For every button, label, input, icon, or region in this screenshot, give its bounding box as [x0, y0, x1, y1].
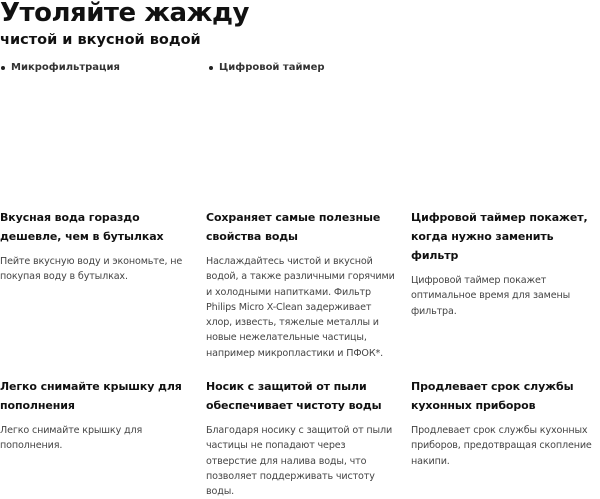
feature-description: Продлевает срок службы кухонных приборов, предотвращая скопление накипи.: [411, 425, 592, 467]
highlight-digital-timer: [208, 61, 325, 75]
feature-preserves-properties: [206, 208, 398, 361]
feature-title: Цифровой таймер покажет, когда нужно заменить фильтр: [411, 211, 588, 262]
bullet-dot-icon: [209, 66, 213, 70]
page-subtitle: чистой и вкусной водой: [0, 32, 201, 48]
feature-description: Наслаждайтесь чистой и вкусной водой, а также различными горячими и холодными напитками. Фильтр Philips Micro X-Clean задерживает хлор, известь, тяжелые металлы и новые нежелательные частицы, например микропластики и ПФОК*.: [206, 256, 395, 359]
feature-cheaper-than-bottled: [0, 208, 192, 285]
highlight-label: Микрофильтрация: [11, 62, 120, 73]
feature-description: Благодаря носику с защитой от пыли частицы не попадают через отверстие для налива воды, что позволяет поддерживать чистоту воды.: [206, 425, 393, 498]
highlight-label: Цифровой таймер: [219, 62, 325, 73]
feature-title: Сохраняет самые полезные свойства воды: [206, 211, 381, 243]
feature-title: Носик с защитой от пыли обеспечивает чистоту воды: [206, 380, 382, 412]
feature-description: Цифровой таймер покажет оптимальное время для замены фильтра.: [411, 275, 571, 317]
feature-digital-timer: [411, 208, 600, 319]
feature-title: Вкусная вода гораздо дешевле, чем в бутылках: [0, 211, 164, 243]
page-title: Утоляйте жажду: [0, 0, 249, 28]
feature-title: Продлевает срок службы кухонных приборов: [411, 380, 574, 412]
feature-description: Пейте вкусную воду и экономьте, не покупая воду в бутылках.: [0, 256, 183, 283]
highlight-microfiltration: [0, 61, 120, 75]
feature-dust-proof-spout: [206, 377, 398, 499]
feature-title: Легко снимайте крышку для пополнения: [0, 380, 182, 412]
feature-appliance-lifespan: [411, 377, 600, 469]
bullet-dot-icon: [1, 66, 5, 70]
feature-description: Легко снимайте крышку для пополнения.: [0, 425, 143, 452]
feature-easy-lid: [0, 377, 192, 454]
